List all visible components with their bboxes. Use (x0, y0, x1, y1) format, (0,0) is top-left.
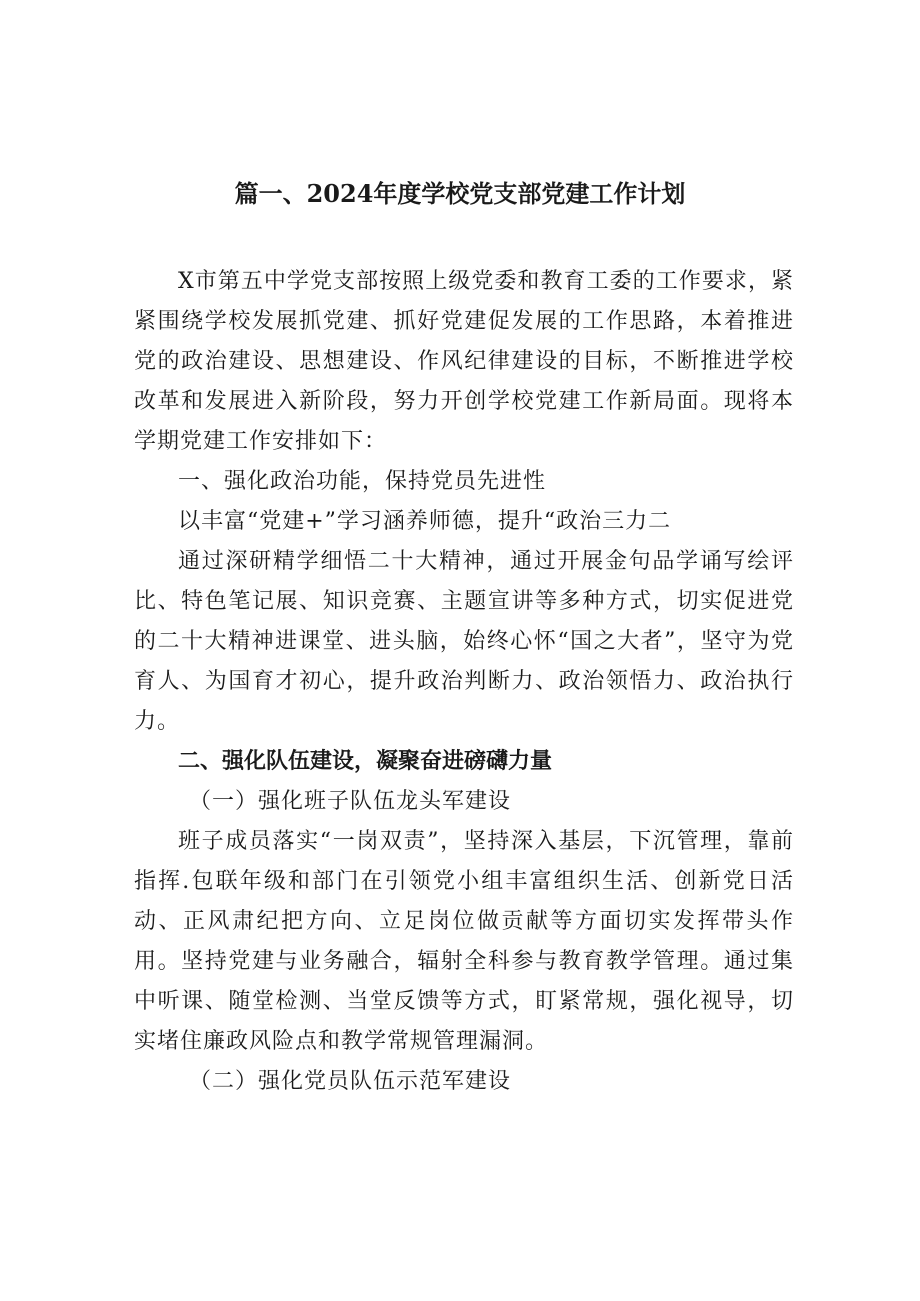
body-paragraph: 班子成员落实“一岗双责”，坚持深入基层，下沉管理，靠前指挥.包联年级和部门在引领党小组丰富组织生活、创新党日活动、正风肃纪把方向、立足岗位做贡献等方面切实发挥带头作用。坚持党建与业务融合，辐射全科参与教育教学管理。通过集中听课、随堂检测、当堂反馈等方式，盯紧常规，强化视导，切实堵住廉政风险点和教学常规管理漏洞。 (134, 829, 794, 1054)
document-title: 篇一、2024年度学校党支部党建工作计划 (234, 179, 686, 208)
section-heading-2: 二、强化队伍建设，凝聚奋进磅礴力量 (178, 749, 553, 774)
section-heading-1: 一、强化政治功能，保持党员先进性 (178, 469, 547, 494)
document-body (134, 262, 794, 1102)
body-paragraph: 通过深研精学细悟二十大精神，通过开展金句品学诵写绘评比、特色笔记展、知识竞赛、主题宣讲等多种方式，切实促进党的二十大精神进课堂、进头脑，始终心怀“国之大者”，坚守为党育人、为国育才初心，提升政治判断力、政治领悟力、政治执行力。 (134, 549, 794, 734)
intro-paragraph: X市第五中学党支部按照上级党委和教育工委的工作要求，紧紧围绕学校发展抓党建、抓好党建促发展的工作思路，本着推进党的政治建设、思想建设、作风纪律建设的目标，不断推进学校改革和发展进入新阶段，努力开创学校党建工作新局面。现将本学期党建工作安排如下： (134, 269, 794, 454)
subsection-heading-1: （一）强化班子队伍龙头军建设 (189, 789, 512, 814)
subheading-paragraph: 以丰富“党建+”学习涵养师德，提升“政治三力二 (178, 509, 672, 534)
subsection-heading-2: （二）强化党员队伍示范军建设 (189, 1069, 512, 1094)
